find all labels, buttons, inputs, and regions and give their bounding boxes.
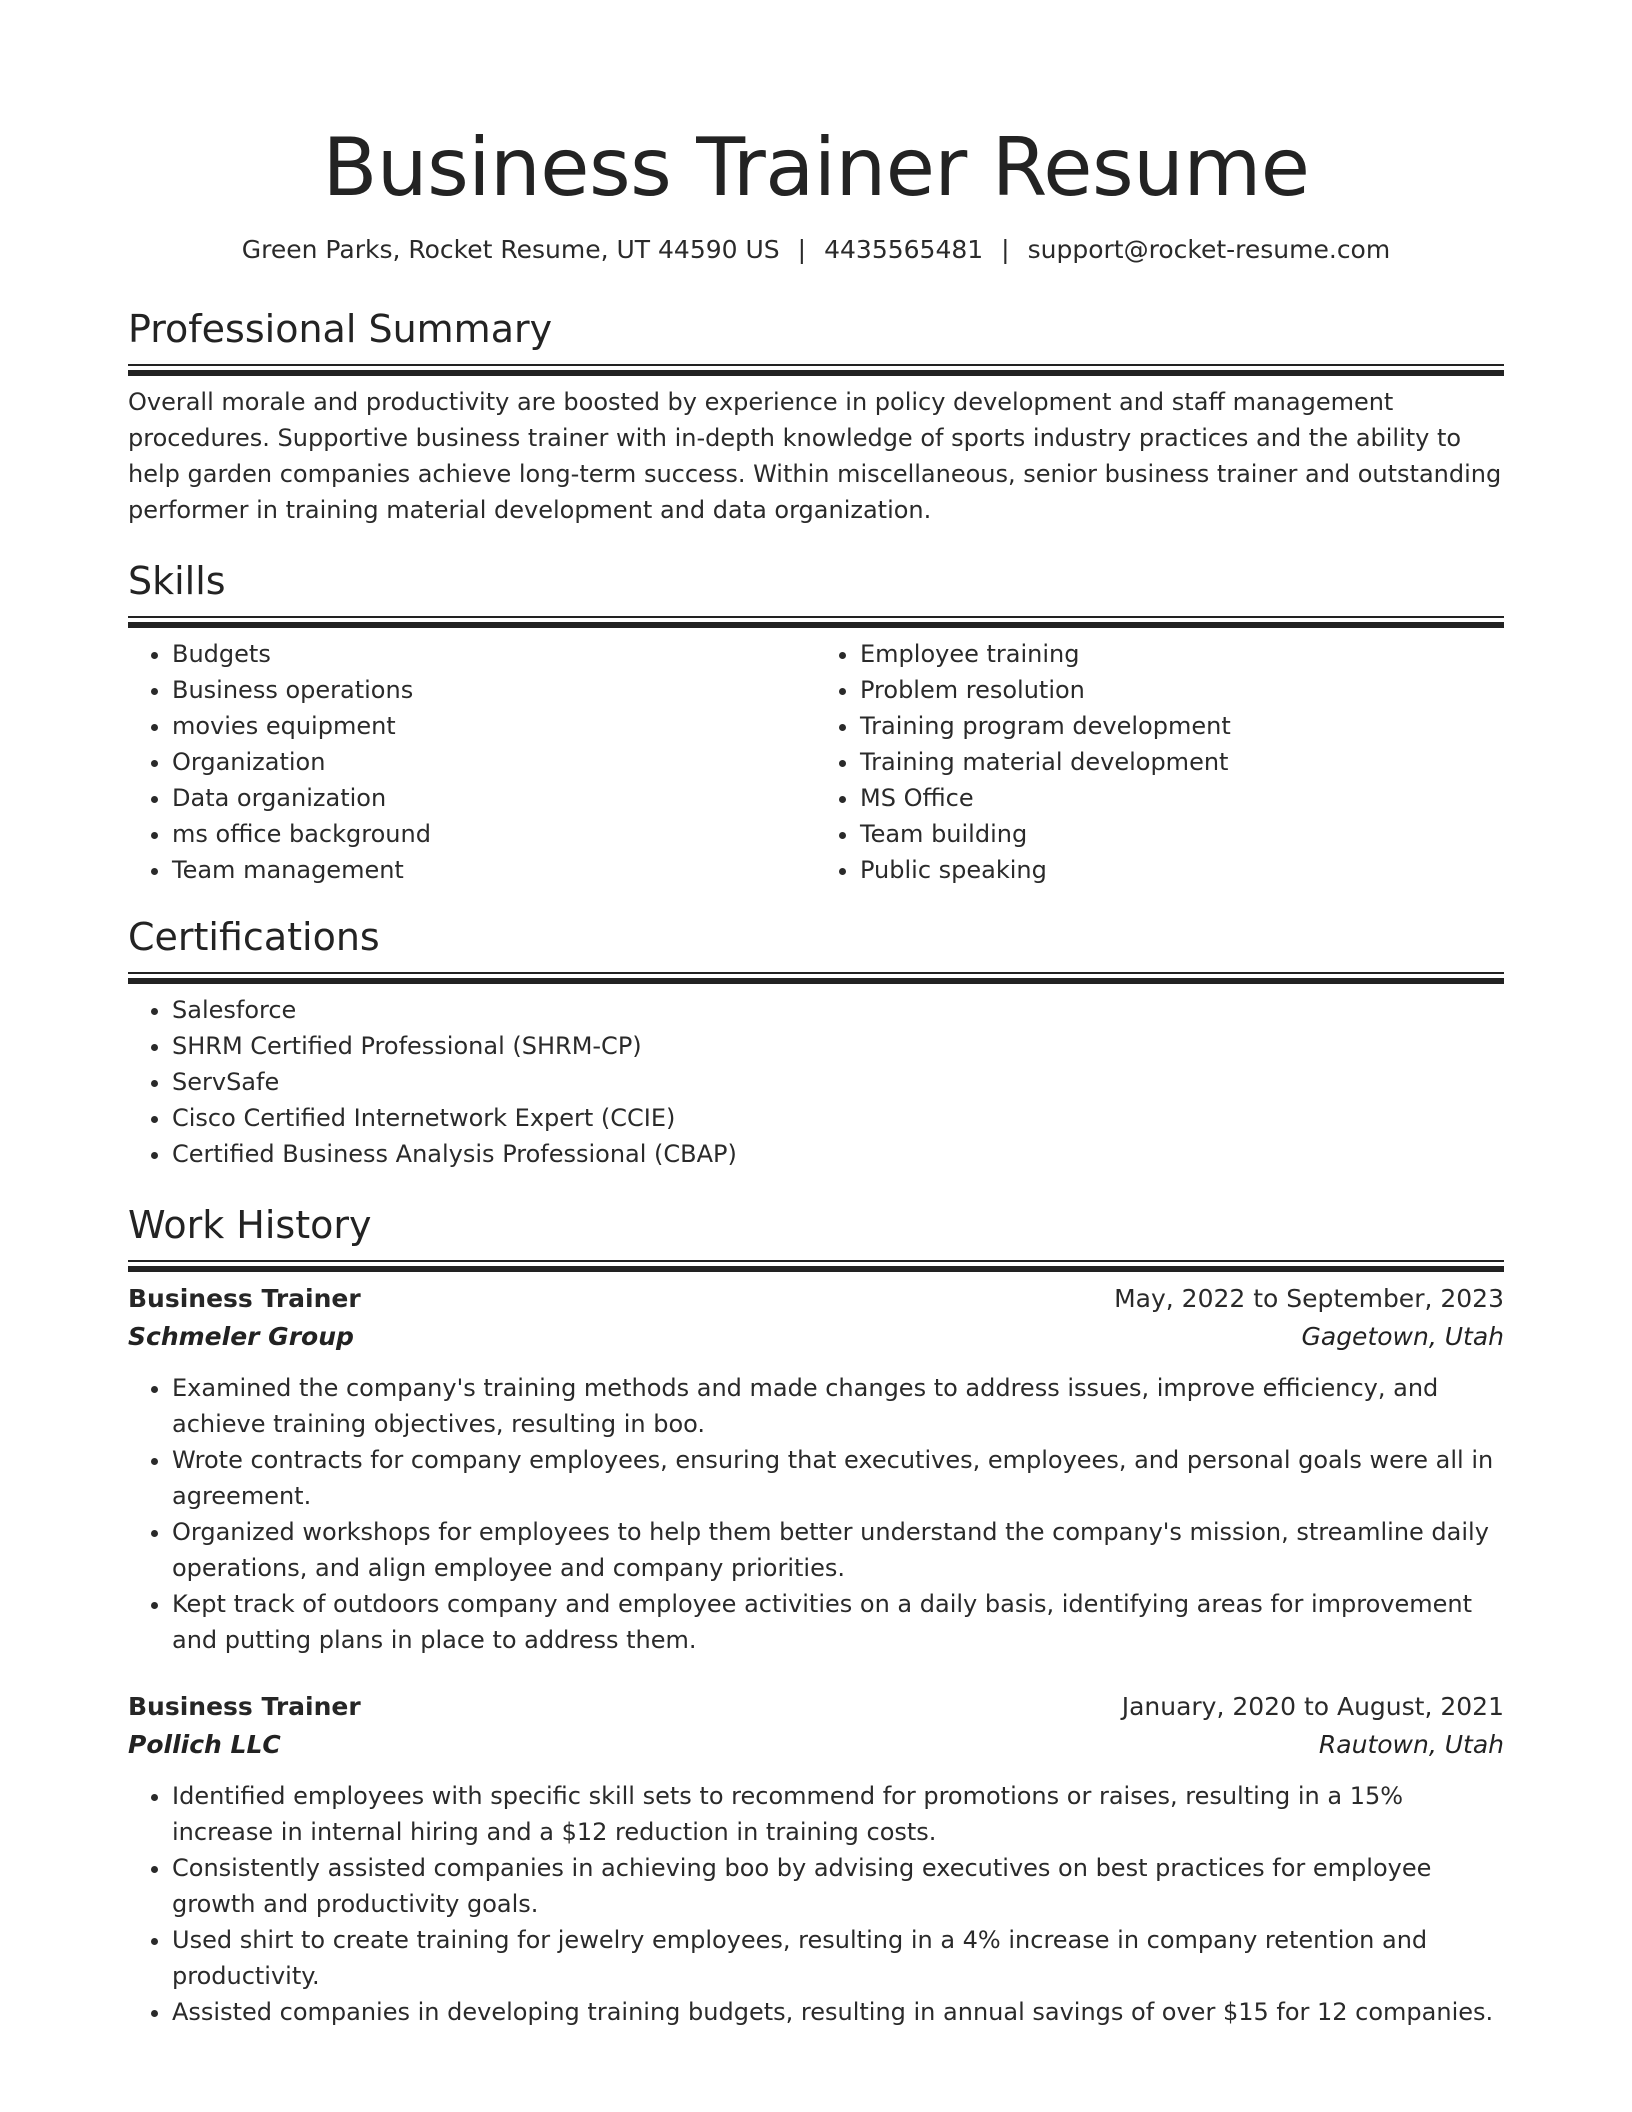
contact-line [128,234,1504,266]
skill-item: • Team building [860,816,1504,852]
certifications-list [128,992,1504,1172]
certification-item: • SHRM Certified Professional (SHRM-CP) [172,1028,1504,1064]
certification-item: • ServSafe [172,1064,1504,1100]
section-divider [128,972,1504,978]
section-heading-work: Work History [128,1203,372,1247]
section-divider [128,1260,1504,1266]
skill-item: • Employee training [860,636,1504,672]
certifications-section [128,914,1504,1172]
job-location: Rautown, Utah [1318,1730,1504,1759]
job-bullets [128,1778,1504,2030]
job-bullet: • Assisted companies in developing training budgets, resulting in annual savings of over $15 for 12 companies. [172,1994,1504,2030]
resume-title: Business Trainer Resume [322,121,1310,214]
skills-list-right [816,636,1504,888]
job-company: Pollich LLC [128,1730,281,1759]
skills-grid [128,636,1504,888]
skill-item: • movies equipment [172,708,816,744]
certification-item: • Certified Business Analysis Professional (CBAP) [172,1136,1504,1172]
job-bullet: • Identified employees with specific skill sets to recommend for promotions or raises, resulting in a 15% increase in internal hiring and a $12 reduction in training costs. [172,1778,1504,1850]
contact-address: Green Parks, Rocket Resume, UT 44590 US [241,235,780,264]
certification-item: • Salesforce [172,992,1504,1028]
summary-section [128,306,1504,528]
job-bullet: • Wrote contracts for company employees, ensuring that executives, employees, and personal goals were all in agreement. [172,1442,1504,1514]
section-divider [128,616,1504,622]
job-bullet: • Organized workshops for employees to help them better understand the company's mission, streamline daily operations, and align employee and company priorities. [172,1514,1504,1586]
skill-item: • Problem resolution [860,672,1504,708]
job-company: Schmeler Group [128,1322,354,1351]
skill-item: • Training program development [860,708,1504,744]
job-dates: May, 2022 to September, 2023 [1114,1284,1504,1313]
job-title: Business Trainer [128,1284,361,1313]
section-heading-skills: Skills [128,559,226,603]
skills-section [128,558,1504,888]
job-location: Gagetown, Utah [1301,1322,1504,1351]
section-heading-certifications: Certifications [128,915,380,959]
job-bullets [128,1370,1504,1658]
skill-item: • MS Office [860,780,1504,816]
contact-phone: 4435565481 [824,235,984,264]
skill-item: • Team management [172,852,816,888]
skills-list-left [128,636,816,888]
certification-item: • Cisco Certified Internetwork Expert (CCIE) [172,1100,1504,1136]
job-bullet: • Examined the company's training methods and made changes to address issues, improve efficiency, and achieve training objectives, resulting in boo. [172,1370,1504,1442]
skill-item: • Training material development [860,744,1504,780]
skill-item: • ms office background [172,816,816,852]
job-bullet: • Used shirt to create training for jewelry employees, resulting in a 4% increase in company retention and productivity. [172,1922,1504,1994]
skill-item: • Data organization [172,780,816,816]
skill-item: • Business operations [172,672,816,708]
job-dates: January, 2020 to August, 2021 [1121,1692,1504,1721]
job-entry [128,1280,1504,1658]
contact-separator: | [1001,235,1010,264]
job-bullet: • Kept track of outdoors company and employee activities on a daily basis, identifying areas for improvement and putting plans in place to address them. [172,1586,1504,1658]
work-history-section [128,1202,1504,2030]
job-bullet: • Consistently assisted companies in achieving boo by advising executives on best practices for employee growth and productivity goals. [172,1850,1504,1922]
job-title: Business Trainer [128,1692,361,1721]
summary-text: Overall morale and productivity are boosted by experience in policy development and staff management procedures. Supportive business trainer with in-depth knowledge of sports industry practices and the ability to help garden companies achieve long-term success. Within miscellaneous, senior business trainer and outstanding performer in training material development and data organization. [128,388,1502,524]
contact-email: support@rocket-resume.com [1027,235,1391,264]
contact-separator: | [797,235,807,264]
job-entry [128,1688,1504,2030]
section-heading-summary: Professional Summary [128,307,553,351]
skill-item: • Organization [172,744,816,780]
section-divider [128,364,1504,370]
skill-item: • Budgets [172,636,816,672]
skill-item: • Public speaking [860,852,1504,888]
